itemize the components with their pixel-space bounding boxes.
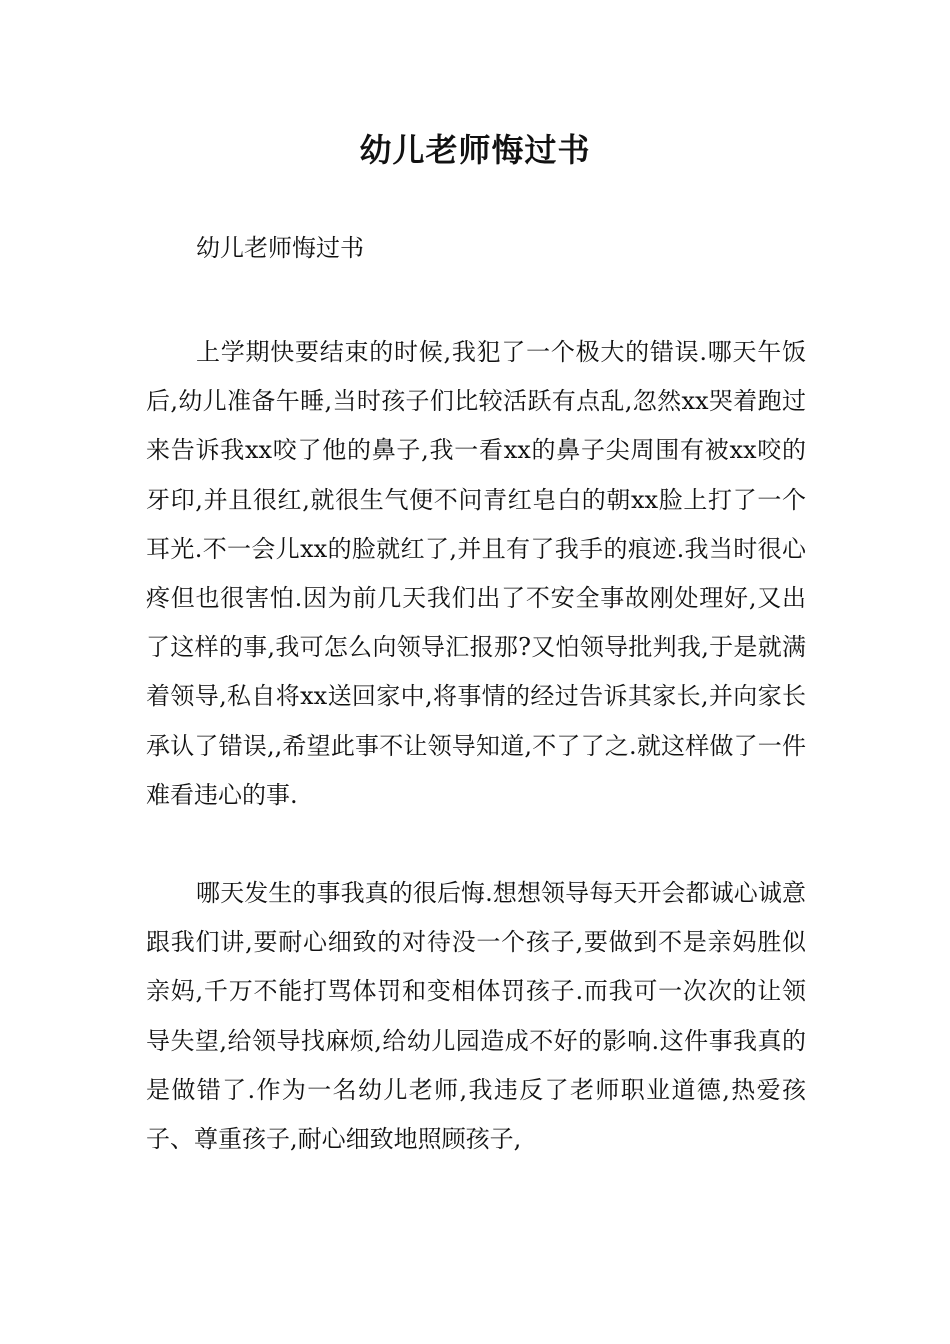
document-body <box>146 328 806 1164</box>
paragraph-2: 哪天发生的事我真的很后悔.想想领导每天开会都诚心诚意跟我们讲,要耐心细致的对待没一个孩子,要做到不是亲妈胜似亲妈,千万不能打骂体罚和变相体罚孩子.而我可一次次的让领导失望,给领导找麻烦,给幼儿园造成不好的影响.这件事我真的是做错了.作为一名幼儿老师,我违反了老师职业道德,热爱孩子、尊重孩子,耐心细致地照顾孩子, <box>146 879 806 1154</box>
paragraph-1: 上学期快要结束的时候,我犯了一个极大的错误.哪天午饭后,幼儿准备午睡,当时孩子们比较活跃有点乱,忽然xx哭着跑过来告诉我xx咬了他的鼻子,我一看xx的鼻子尖周围有被xx咬的牙印,并且很红,就很生气便不问青红皂白的朝xx脸上打了一个耳光.不一会儿xx的脸就红了,并且有了我手的痕迹.我当时很心疼但也很害怕.因为前几天我们出了不安全事故刚处理好,又出了这样的事,我可怎么向领导汇报那?又怕领导批判我,于是就满着领导,私自将xx送回家中,将事情的经过告诉其家长,并向家长承认了错误,,希望此事不让领导知道,不了了之.就这样做了一件难看违心的事. <box>146 338 806 809</box>
document-title: 幼儿老师悔过书 <box>359 131 591 169</box>
document-subtitle: 幼儿老师悔过书 <box>196 234 364 262</box>
